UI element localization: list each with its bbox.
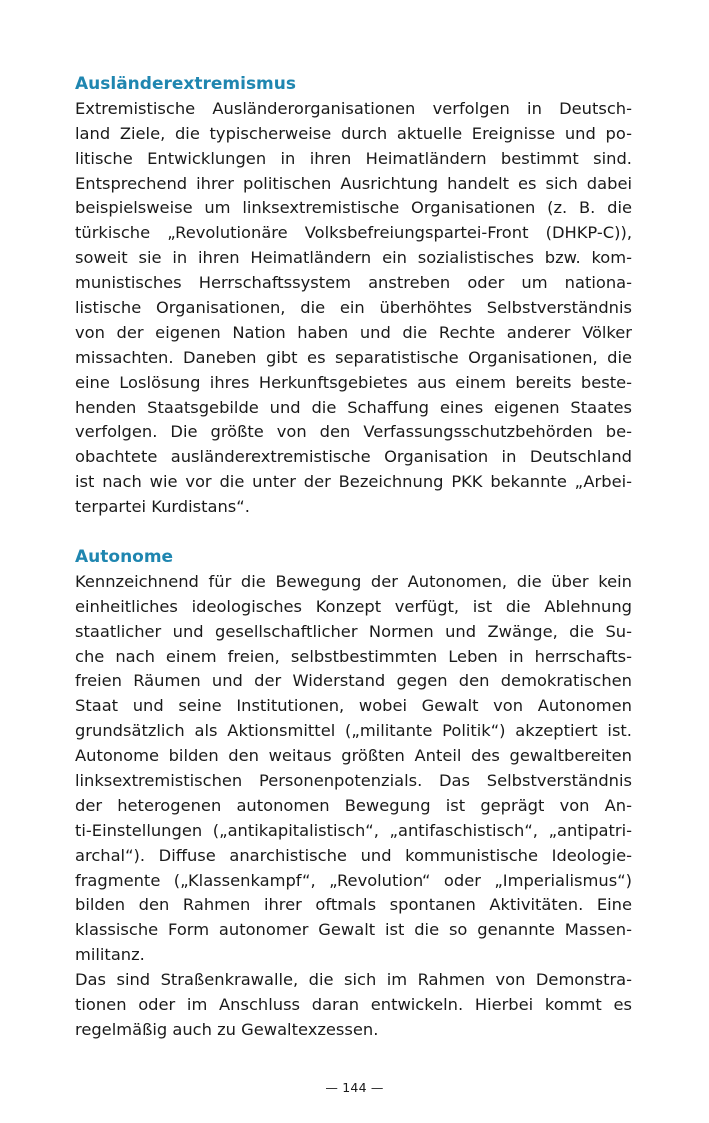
text-line: klassische Form autonomer Gewalt ist die so genannte Massen-: [75, 920, 632, 940]
text-line: missachten. Daneben gibt es separatistische Organisationen, die: [75, 347, 632, 367]
text-line: listische Organisationen, die ein überhöhtes Selbstverständnis: [75, 298, 632, 318]
text-line: archal“). Diffuse anarchistische und kommunistische Ideologie-: [75, 845, 632, 865]
page-number: — 144 —: [325, 1080, 384, 1095]
section-auslaenderextremismus: [75, 72, 632, 520]
text-line: Kennzeichnend für die Bewegung der Autonomen, die über kein: [75, 571, 632, 591]
text-line: fragmente („Klassenkampf“, „Revolution“ oder „Imperialismus“): [75, 870, 632, 890]
text-line: terpartei Kurdistans“.: [75, 497, 250, 517]
text-line: Staat und seine Institutionen, wobei Gewalt von Autonomen: [75, 696, 632, 716]
text-line: von der eigenen Nation haben und die Rechte anderer Völker: [75, 322, 632, 342]
section-heading: Autonome: [75, 546, 174, 567]
section-body: [75, 570, 632, 1043]
text-line: linksextremistischen Personenpotenzials. Das Selbstverständnis: [75, 770, 632, 790]
text-line: che nach einem freien, selbstbestimmten Leben in herrschafts-: [75, 646, 632, 666]
text-line: Das sind Straßenkrawalle, die sich im Rahmen von Demonstra-: [75, 970, 632, 990]
text-line: der heterogenen autonomen Bewegung ist geprägt von An-: [75, 795, 632, 815]
document-page: [75, 72, 632, 1043]
text-line: türkische „Revolutionäre Volksbefreiungspartei-Front (DHKP-C)),: [75, 223, 632, 243]
text-line: Extremistische Ausländerorganisationen verfolgen in Deutsch-: [75, 98, 632, 118]
text-line: tionen oder im Anschluss daran entwickeln. Hierbei kommt es: [75, 994, 632, 1014]
text-line: staatlicher und gesellschaftlicher Normen und Zwänge, die Su-: [75, 621, 632, 641]
text-line: bilden den Rahmen ihrer oftmals spontanen Aktivitäten. Eine: [75, 895, 632, 915]
text-line: grundsätzlich als Aktionsmittel („militante Politik“) akzeptiert ist.: [75, 721, 632, 741]
section-autonome: [75, 545, 632, 1043]
text-line: militanz.: [75, 945, 145, 965]
text-line: henden Staatsgebilde und die Schaffung eines eigenen Staates: [75, 397, 632, 417]
section-body: [75, 97, 632, 520]
text-line: regelmäßig auch zu Gewaltexzessen.: [75, 1019, 379, 1039]
text-line: ist nach wie vor die unter der Bezeichnung PKK bekannte „Arbei-: [75, 472, 632, 492]
text-line: ti-Einstellungen („antikapitalistisch“, „antifaschistisch“, „antipatri-: [75, 820, 632, 840]
section-heading: Ausländerextremismus: [75, 74, 296, 94]
text-line: einheitliches ideologisches Konzept verfügt, ist die Ablehnung: [75, 596, 632, 616]
text-line: Entsprechend ihrer politischen Ausrichtung handelt es sich dabei: [75, 173, 632, 193]
text-line: obachtete ausländerextremistische Organisation in Deutschland: [75, 447, 632, 467]
text-line: land Ziele, die typischerweise durch aktuelle Ereignisse und po-: [75, 123, 632, 143]
text-line: beispielsweise um linksextremistische Organisationen (z. B. die: [75, 198, 632, 218]
text-line: soweit sie in ihren Heimatländern ein sozialistisches bzw. kom-: [75, 248, 632, 268]
paragraph-gap: [75, 520, 632, 545]
text-line: Autonome bilden den weitaus größten Anteil des gewaltbereiten: [75, 746, 632, 766]
text-line: verfolgen. Die größte von den Verfassungsschutzbehörden be-: [75, 422, 632, 442]
text-line: litische Entwicklungen in ihren Heimatländern bestimmt sind.: [75, 148, 632, 168]
text-line: eine Loslösung ihres Herkunftsgebietes aus einem bereits beste-: [75, 372, 632, 392]
text-line: munistisches Herrschaftssystem anstreben oder um nationa-: [75, 273, 632, 293]
text-line: freien Räumen und der Widerstand gegen den demokratischen: [75, 671, 632, 691]
